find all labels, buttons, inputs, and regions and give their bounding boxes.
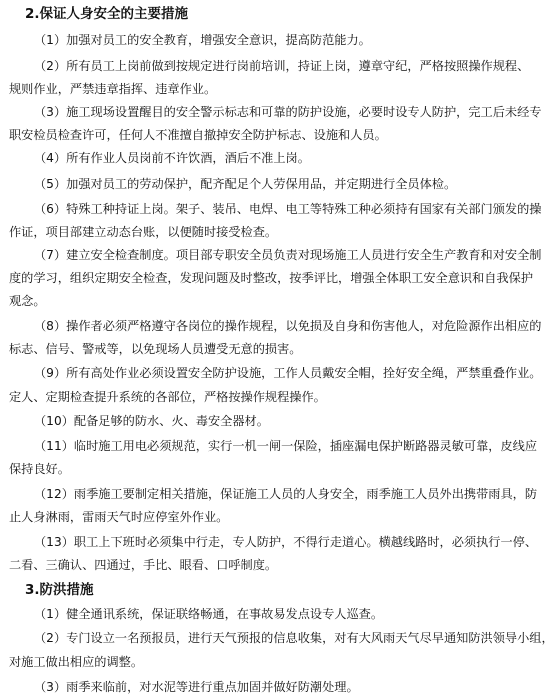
section-2-heading: 2.保证人身安全的主要措施 [25,6,189,22]
section-2-item-3-line-1: （3）施工现场设置醒目的安全警示标志和可靠的防护设施，必要时设专人防护，完工后未经专 [34,105,542,119]
section-2-item-9-line-1: （9）所有高处作业必须设置安全防护设施，工作人员戴安全帽，拴好安全绳，严禁重叠作业。 [34,366,542,380]
section-2-item-12-line-1: （12）雨季施工要制定相关措施，保证施工人员的人身安全，雨季施工人员外出携带雨具，防 [34,487,538,501]
section-2-item-9-line-2: 定人、定期检查提升系统的各部位，严格按操作规程操作。 [9,390,326,404]
section-3-heading: 3.防洪措施 [25,582,94,598]
section-2-item-8-line-1: （8）操作者必须严格遵守各岗位的操作规程，以免损及自身和伤害他人，对危险源作出相应的 [34,319,542,333]
section-2-item-4-line-1: （4）所有作业人员岗前不许饮酒，酒后不准上岗。 [34,151,310,165]
section-2-item-11-line-1: （11）临时施工用电必须规范，实行一机一闸一保险，插座漏电保护断路器灵敏可靠，皮线应 [34,439,538,453]
section-3-item-1-line-1: （1）健全通讯系统，保证联络畅通，在事故易发点设专人巡查。 [34,607,384,621]
section-2-item-2-line-1: （2）所有员工上岗前做到按规定进行岗前培训，持证上岗，遵章守纪，严格按照操作规程、 [34,59,530,73]
section-3-item-2-line-2: 对施工做出相应的调整。 [9,655,144,669]
section-2-item-6-line-1: （6）特殊工种持证上岗。架子、装吊、电焊、电工等特殊工种必须持有国家有关部门颁发的操 [34,202,542,216]
section-2-item-6-line-2: 作证，项目部建立动态台账，以便随时接受检查。 [9,225,278,239]
section-2-item-10-line-1: （10）配备足够的防水、火、毒安全器材。 [34,414,269,428]
section-3-item-3-line-1: （3）雨季来临前，对水泥等进行重点加固并做好防潮处理。 [34,680,359,694]
section-3-item-2-line-1: （2）专门设立一名预报员，进行天气预报的信息收集，对有大风雨天气尽早通知防洪领导小组， [34,631,554,645]
section-2-item-8-line-2: 标志、信号、警戒等，以免现场人员遭受无意的损害。 [9,342,302,356]
section-2-item-3-line-2: 职安检员检查许可，任何人不准擅自撤掉安全防护标志、设施和人员。 [9,128,387,142]
section-2-item-12-line-2: 止人身淋雨，雷雨天气时应停室外作业。 [9,510,229,524]
section-2-item-5-line-1: （5）加强对员工的劳动保护，配齐配足个人劳保用品，并定期进行全员体检。 [34,177,457,191]
section-2-item-13-line-2: 二看、三确认、四通过，手比、眼看、口呼制度。 [9,558,278,572]
section-2-item-11-line-2: 保持良好。 [9,462,70,476]
section-2-item-7-line-1: （7）建立安全检查制度。项目部专职安全员负责对现场施工人员进行安全生产教育和对安全制 [34,248,542,262]
section-2-item-7-line-3: 观念。 [9,294,46,308]
section-2-item-7-line-2: 度的学习，组织定期安全检查，发现问题及时整改，按季评比，增强全体职工安全意识和自我保护 [9,271,534,285]
section-2-item-1-line-1: （1）加强对员工的安全教育，增强安全意识，提高防范能力。 [34,33,371,47]
section-2-item-13-line-1: （13）职工上下班时必须集中行走，专人防护，不得行走道心。横越线路时，必须执行一停、 [34,535,538,549]
section-2-item-2-line-2: 规则作业，严禁违章指挥、违章作业。 [9,82,217,96]
